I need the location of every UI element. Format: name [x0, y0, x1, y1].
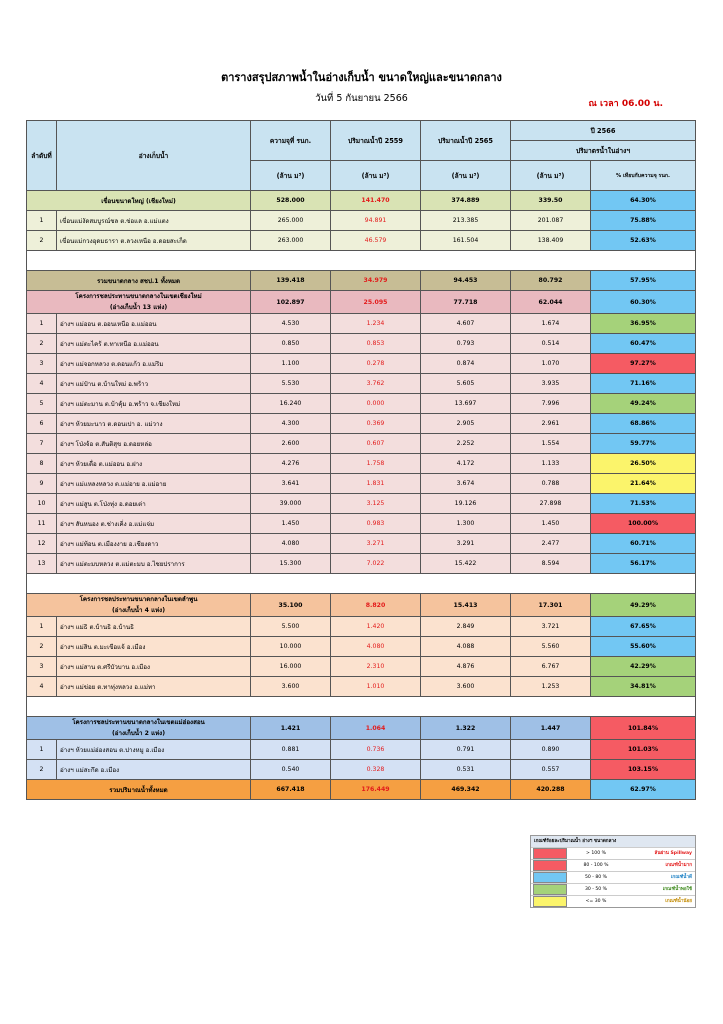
volume-2566-cell: 6.767 — [511, 657, 591, 677]
legend-swatch — [533, 848, 567, 859]
volume-2565-cell: 2.905 — [421, 414, 511, 434]
reservoir-name: อ่างฯ แม่แหลงหลวง ต.แม่อาย อ.แม่อาย — [57, 474, 251, 494]
row-number: 2 — [27, 637, 57, 657]
table-row — [27, 231, 696, 251]
table-row — [27, 637, 696, 657]
unit-capacity: (ล้าน ม³) — [251, 161, 331, 191]
volume-2559-cell: 0.983 — [331, 514, 421, 534]
legend-swatch — [533, 896, 567, 907]
legend-item — [531, 871, 695, 883]
table-row — [27, 374, 696, 394]
legend-label: เกณฑ์น้ำพอใช้ — [662, 887, 692, 892]
legend-label: ล้นผ่าน Spillway — [654, 851, 692, 856]
unit-2559: (ล้าน ม³) — [331, 161, 421, 191]
table-row — [27, 534, 696, 554]
group-volume-2559: 176.449 — [331, 780, 421, 800]
group-label: โครงการชลประทานขนาดกลางในเขตแม่ฮ่องสอน (อ่างเก็บน้ำ 2 แห่ง) — [27, 717, 251, 740]
percent-cell: 60.47% — [591, 334, 696, 354]
row-number: 8 — [27, 454, 57, 474]
volume-2565-cell: 0.531 — [421, 760, 511, 780]
volume-2559-cell: 4.080 — [331, 637, 421, 657]
table-row — [27, 594, 696, 617]
table-row — [27, 657, 696, 677]
volume-2559-cell: 46.579 — [331, 231, 421, 251]
spacer — [27, 697, 696, 717]
reservoir-name: อ่างฯ แม่จอกหลวง ต.ดอนแก้ว อ.แม่ริม — [57, 354, 251, 374]
volume-2566-cell: 1.450 — [511, 514, 591, 534]
percent-cell: 36.95% — [591, 314, 696, 334]
volume-2559-cell: 0.328 — [331, 760, 421, 780]
group-label: โครงการชลประทานขนาดกลางในเขตเชียงใหม่ (อ่างเก็บน้ำ 13 แห่ง) — [27, 291, 251, 314]
volume-2559-cell: 0.000 — [331, 394, 421, 414]
table-row — [27, 780, 696, 800]
table-row — [27, 414, 696, 434]
volume-2565-cell: 2.849 — [421, 617, 511, 637]
volume-2559-cell: 1.831 — [331, 474, 421, 494]
group-volume-2559: 8.820 — [331, 594, 421, 617]
row-number: 13 — [27, 554, 57, 574]
volume-2559-cell: 3.271 — [331, 534, 421, 554]
reservoir-name: อ่างฯ แม่สิน ต.มะเขือแจ้ อ.เมือง — [57, 637, 251, 657]
volume-2566-cell: 5.560 — [511, 637, 591, 657]
volume-2565-cell: 0.793 — [421, 334, 511, 354]
capacity-cell: 16.240 — [251, 394, 331, 414]
row-number: 10 — [27, 494, 57, 514]
percent-cell: 59.77% — [591, 434, 696, 454]
volume-2565-cell: 213.385 — [421, 211, 511, 231]
group-volume-2565: 15.413 — [421, 594, 511, 617]
unit-2566: (ล้าน ม³) — [511, 161, 591, 191]
volume-2566-cell: 1.070 — [511, 354, 591, 374]
group-label: รวมขนาดกลาง สชป.1 ทั้งหมด — [27, 271, 251, 291]
group-volume-2565: 374.889 — [421, 191, 511, 211]
capacity-cell: 39.000 — [251, 494, 331, 514]
group-volume-2565: 94.453 — [421, 271, 511, 291]
capacity-cell: 10.000 — [251, 637, 331, 657]
table-row — [27, 740, 696, 760]
group-volume-2566: 420.288 — [511, 780, 591, 800]
group-volume-2566: 62.044 — [511, 291, 591, 314]
percent-cell: 55.60% — [591, 637, 696, 657]
capacity-cell: 15.300 — [251, 554, 331, 574]
reservoir-name: อ่างฯ แม่สูน ต.โป่งทุ่ง อ.ดอยเต่า — [57, 494, 251, 514]
table-row — [27, 211, 696, 231]
table-row — [27, 514, 696, 534]
table-row — [27, 251, 696, 271]
reservoir-name: อ่างฯ แม่ท้อน ต.เมืองงาย อ.เชียงดาว — [57, 534, 251, 554]
col-no: ลำดับที่ — [27, 121, 57, 191]
group-capacity: 667.418 — [251, 780, 331, 800]
group-volume-2566: 1.447 — [511, 717, 591, 740]
volume-2559-cell: 3.125 — [331, 494, 421, 514]
percent-cell: 71.16% — [591, 374, 696, 394]
volume-2565-cell: 13.697 — [421, 394, 511, 414]
row-number: 1 — [27, 211, 57, 231]
table-row — [27, 697, 696, 717]
percent-cell: 49.24% — [591, 394, 696, 414]
capacity-cell: 3.600 — [251, 677, 331, 697]
volume-2565-cell: 3.600 — [421, 677, 511, 697]
capacity-cell: 0.850 — [251, 334, 331, 354]
volume-2565-cell: 3.674 — [421, 474, 511, 494]
volume-2565-cell: 4.876 — [421, 657, 511, 677]
volume-2565-cell: 0.874 — [421, 354, 511, 374]
group-volume-2565: 77.718 — [421, 291, 511, 314]
col-year: ปี 2566 — [511, 121, 696, 141]
volume-2559-cell: 0.607 — [331, 434, 421, 454]
capacity-cell: 5.530 — [251, 374, 331, 394]
row-number: 4 — [27, 374, 57, 394]
unit-2565: (ล้าน ม³) — [421, 161, 511, 191]
capacity-cell: 4.300 — [251, 414, 331, 434]
volume-2565-cell: 161.504 — [421, 231, 511, 251]
legend-swatch — [533, 860, 567, 871]
volume-2566-cell: 138.409 — [511, 231, 591, 251]
legend-title: เกณฑ์ร้อยละปริมาณน้ำ อ่างฯ ขนาดกลาง — [531, 836, 695, 847]
volume-2565-cell: 2.252 — [421, 434, 511, 454]
reservoir-name: เขื่อนแม่กวงอุดมธารา ต.ลวงเหนือ อ.ดอยสะเก็ด — [57, 231, 251, 251]
group-volume-2565: 469.342 — [421, 780, 511, 800]
group-percent: 101.84% — [591, 717, 696, 740]
percent-cell: 52.63% — [591, 231, 696, 251]
reservoir-name: อ่างฯ แม่ตะมาน ต.บ้าคุ้ม อ.พร้าว จ.เชียงใหม่ — [57, 394, 251, 414]
group-volume-2559: 25.095 — [331, 291, 421, 314]
volume-2565-cell: 5.605 — [421, 374, 511, 394]
group-percent: 49.29% — [591, 594, 696, 617]
volume-2559-cell: 1.420 — [331, 617, 421, 637]
legend-range: > 100 % — [586, 851, 606, 856]
volume-2565-cell: 4.088 — [421, 637, 511, 657]
legend-label: เกณฑ์น้ำน้อย — [665, 899, 692, 904]
reservoir-name: เขื่อนแม่งัดสมบูรณ์ชล ต.ช่อแล อ.แม่แตง — [57, 211, 251, 231]
group-volume-2566: 339.50 — [511, 191, 591, 211]
spacer — [27, 574, 696, 594]
table-row — [27, 717, 696, 740]
capacity-cell: 265.000 — [251, 211, 331, 231]
row-number: 2 — [27, 231, 57, 251]
percent-cell: 100.00% — [591, 514, 696, 534]
group-label: เขื่อนขนาดใหญ่ (เชียงใหม่) — [27, 191, 251, 211]
table-row — [27, 554, 696, 574]
reservoir-name: อ่างฯ ห้วยมะนาว ต.ดอนเปา อ. แม่วาง — [57, 414, 251, 434]
table-row — [27, 394, 696, 414]
capacity-cell: 5.500 — [251, 617, 331, 637]
percent-cell: 56.17% — [591, 554, 696, 574]
volume-2566-cell: 0.890 — [511, 740, 591, 760]
volume-2565-cell: 4.607 — [421, 314, 511, 334]
percent-cell: 42.29% — [591, 657, 696, 677]
row-number: 12 — [27, 534, 57, 554]
capacity-cell: 263.000 — [251, 231, 331, 251]
group-percent: 62.97% — [591, 780, 696, 800]
group-percent: 57.95% — [591, 271, 696, 291]
reservoir-table — [26, 120, 696, 800]
volume-2566-cell: 27.898 — [511, 494, 591, 514]
reservoir-name: อ่างฯ ห้วยเดื่อ ต.แม่ออน อ.ฝาง — [57, 454, 251, 474]
spacer — [27, 251, 696, 271]
row-number: 9 — [27, 474, 57, 494]
volume-2565-cell: 15.422 — [421, 554, 511, 574]
capacity-cell: 4.276 — [251, 454, 331, 474]
legend-label: เกณฑ์น้ำมาก — [665, 863, 692, 868]
col-percent: % เทียบกับความจุ รนก. — [591, 161, 696, 191]
group-volume-2565: 1.322 — [421, 717, 511, 740]
col-capacity: ความจุที่ รนก. — [251, 121, 331, 161]
volume-2565-cell: 0.791 — [421, 740, 511, 760]
report-time: ณ เวลา 06.00 น. — [588, 99, 663, 109]
capacity-cell: 4.080 — [251, 534, 331, 554]
capacity-cell: 16.000 — [251, 657, 331, 677]
group-label: รวมปริมาณน้ำทั้งหมด — [27, 780, 251, 800]
row-number: 1 — [27, 740, 57, 760]
group-capacity: 35.100 — [251, 594, 331, 617]
group-percent: 64.30% — [591, 191, 696, 211]
capacity-cell: 4.530 — [251, 314, 331, 334]
table-row — [27, 454, 696, 474]
percent-cell: 103.15% — [591, 760, 696, 780]
legend-range: <= 30 % — [585, 899, 607, 904]
table-row — [27, 314, 696, 334]
row-number: 5 — [27, 394, 57, 414]
row-number: 4 — [27, 677, 57, 697]
legend-range: 80 - 100 % — [583, 863, 609, 868]
volume-2566-cell: 0.557 — [511, 760, 591, 780]
volume-2566-cell: 201.087 — [511, 211, 591, 231]
reservoir-name: อ่างฯ แม่สะกึด อ.เมือง — [57, 760, 251, 780]
percent-cell: 68.86% — [591, 414, 696, 434]
group-capacity: 528.000 — [251, 191, 331, 211]
reservoir-name: อ่างฯ ห้วยแม่ฮ่องสอน ต.ปางหมู อ.เมือง — [57, 740, 251, 760]
volume-2559-cell: 0.278 — [331, 354, 421, 374]
percent-cell: 60.71% — [591, 534, 696, 554]
legend-item — [531, 859, 695, 871]
table-row — [27, 291, 696, 314]
group-capacity: 1.421 — [251, 717, 331, 740]
percent-cell: 26.50% — [591, 454, 696, 474]
reservoir-name: อ่างฯ แม่ธิ ต.บ้านธิ อ.บ้านธิ — [57, 617, 251, 637]
volume-2559-cell: 0.369 — [331, 414, 421, 434]
row-number: 2 — [27, 334, 57, 354]
legend-label: เกณฑ์น้ำดี — [670, 875, 692, 880]
percent-cell: 75.88% — [591, 211, 696, 231]
table-row — [27, 191, 696, 211]
reservoir-name: อ่างฯ แม่สาน ต.ศรีบัวบาน อ.เมือง — [57, 657, 251, 677]
reservoir-name: อ่างฯ แม่ตะมบหลวง ต.แม่ตะมบ อ.ไชยปราการ — [57, 554, 251, 574]
row-number: 3 — [27, 657, 57, 677]
col-2565: ปริมาณน้ำปี 2565 — [421, 121, 511, 161]
table-row — [27, 354, 696, 374]
volume-2566-cell: 3.721 — [511, 617, 591, 637]
reservoir-name: อ่างฯ แม่ป๋าน ต.บ้านใหม่ อ.พร้าว — [57, 374, 251, 394]
table-row — [27, 677, 696, 697]
legend — [530, 835, 696, 908]
capacity-cell: 1.100 — [251, 354, 331, 374]
capacity-cell: 0.881 — [251, 740, 331, 760]
volume-2566-cell: 1.674 — [511, 314, 591, 334]
row-number: 6 — [27, 414, 57, 434]
volume-2566-cell: 7.996 — [511, 394, 591, 414]
table-row — [27, 617, 696, 637]
volume-2565-cell: 4.172 — [421, 454, 511, 474]
volume-2566-cell: 1.554 — [511, 434, 591, 454]
volume-2559-cell: 0.853 — [331, 334, 421, 354]
group-volume-2566: 17.301 — [511, 594, 591, 617]
group-label: โครงการชลประทานขนาดกลางในเขตลำพูน (อ่างเก็บน้ำ 4 แห่ง) — [27, 594, 251, 617]
table-row — [27, 474, 696, 494]
table-row — [27, 574, 696, 594]
volume-2559-cell: 1.758 — [331, 454, 421, 474]
volume-2559-cell: 1.234 — [331, 314, 421, 334]
legend-range: 30 - 50 % — [584, 887, 608, 892]
volume-2559-cell: 7.022 — [331, 554, 421, 574]
reservoir-name: อ่างฯ แม่ออน ต.ออนเหนือ อ.แม่ออน — [57, 314, 251, 334]
percent-cell: 101.03% — [591, 740, 696, 760]
capacity-cell: 2.600 — [251, 434, 331, 454]
reservoir-name: อ่างฯ สันหนอง ต.ช่างเคิ่ง อ.แม่แจ่ม — [57, 514, 251, 534]
group-capacity: 139.418 — [251, 271, 331, 291]
capacity-cell: 3.641 — [251, 474, 331, 494]
percent-cell: 21.64% — [591, 474, 696, 494]
row-number: 1 — [27, 617, 57, 637]
table-row — [27, 271, 696, 291]
table-row — [27, 334, 696, 354]
group-capacity: 102.897 — [251, 291, 331, 314]
capacity-cell: 0.540 — [251, 760, 331, 780]
report-date: วันที่ 5 กันยายน 2566 — [315, 93, 408, 104]
col-current: ปริมาตรน้ำในอ่างฯ — [511, 141, 696, 161]
group-volume-2559: 1.064 — [331, 717, 421, 740]
volume-2565-cell: 3.291 — [421, 534, 511, 554]
group-volume-2566: 80.792 — [511, 271, 591, 291]
row-number: 11 — [27, 514, 57, 534]
percent-cell: 71.53% — [591, 494, 696, 514]
capacity-cell: 1.450 — [251, 514, 331, 534]
reservoir-name: อ่างฯ แม่ตะไคร้ ต.ทาเหนือ อ.แม่ออน — [57, 334, 251, 354]
col-name: อ่างเก็บน้ำ — [57, 121, 251, 191]
row-number: 2 — [27, 760, 57, 780]
row-number: 1 — [27, 314, 57, 334]
group-volume-2559: 34.979 — [331, 271, 421, 291]
page-title: ตารางสรุปสภาพน้ำในอ่างเก็บน้ำ ขนาดใหญ่และขนาดกลาง — [221, 71, 502, 84]
legend-swatch — [533, 872, 567, 883]
col-2559: ปริมาณน้ำปี 2559 — [331, 121, 421, 161]
row-number: 7 — [27, 434, 57, 454]
volume-2566-cell: 1.133 — [511, 454, 591, 474]
legend-item — [531, 895, 695, 907]
table-row — [27, 760, 696, 780]
volume-2559-cell: 2.310 — [331, 657, 421, 677]
reservoir-name: อ่างฯ แม่ข่อย ต.ทาทุ่งหลวง อ.แม่ทา — [57, 677, 251, 697]
volume-2566-cell: 1.253 — [511, 677, 591, 697]
legend-item — [531, 847, 695, 859]
volume-2566-cell: 2.477 — [511, 534, 591, 554]
volume-2566-cell: 8.594 — [511, 554, 591, 574]
group-percent: 60.30% — [591, 291, 696, 314]
volume-2559-cell: 94.891 — [331, 211, 421, 231]
volume-2566-cell: 0.514 — [511, 334, 591, 354]
volume-2559-cell: 1.010 — [331, 677, 421, 697]
table-row — [27, 434, 696, 454]
volume-2566-cell: 2.961 — [511, 414, 591, 434]
group-volume-2559: 141.470 — [331, 191, 421, 211]
volume-2559-cell: 0.736 — [331, 740, 421, 760]
percent-cell: 67.65% — [591, 617, 696, 637]
volume-2565-cell: 1.300 — [421, 514, 511, 534]
reservoir-name: อ่างฯ โป่งจ้อ ต.สันติสุข อ.ดอยหล่อ — [57, 434, 251, 454]
table-row — [27, 494, 696, 514]
legend-item — [531, 883, 695, 895]
row-number: 3 — [27, 354, 57, 374]
volume-2566-cell: 3.935 — [511, 374, 591, 394]
volume-2565-cell: 19.126 — [421, 494, 511, 514]
volume-2559-cell: 3.762 — [331, 374, 421, 394]
volume-2566-cell: 0.788 — [511, 474, 591, 494]
percent-cell: 34.81% — [591, 677, 696, 697]
legend-swatch — [533, 884, 567, 895]
percent-cell: 97.27% — [591, 354, 696, 374]
legend-range: 50 - 80 % — [584, 875, 608, 880]
